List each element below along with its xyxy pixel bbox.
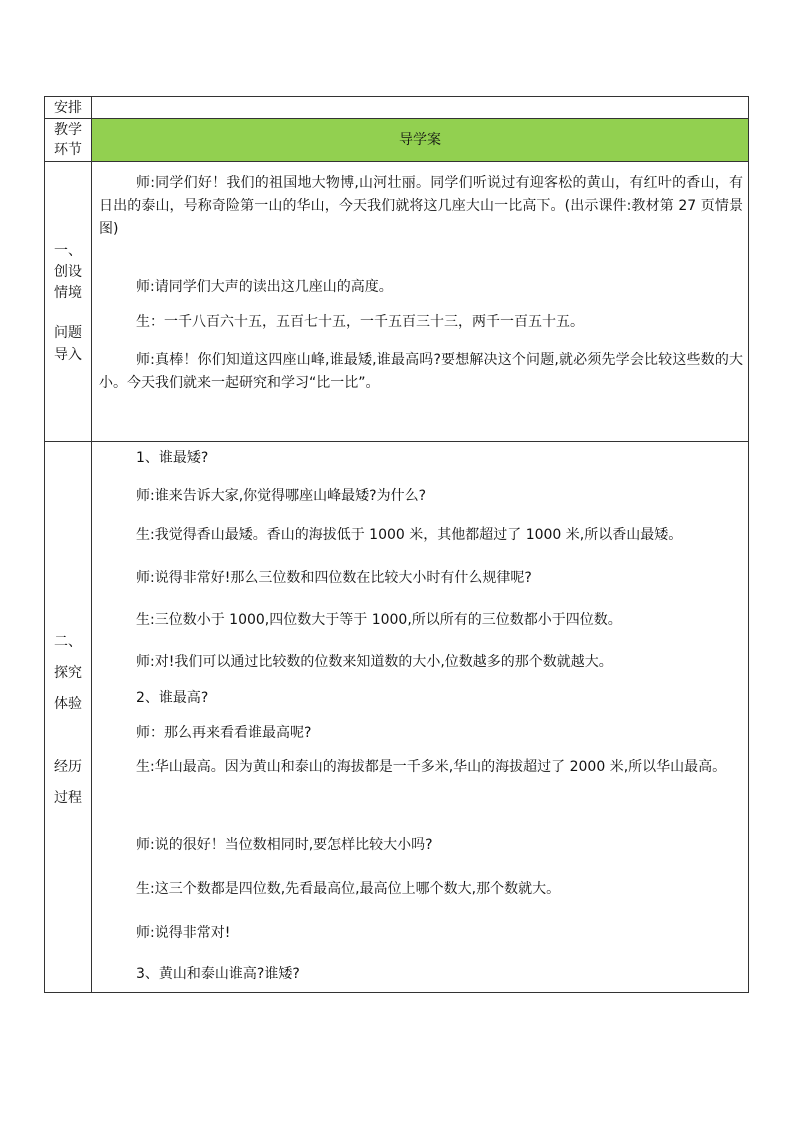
section2-label: 二、: [54, 634, 82, 650]
section2-paragraph: 生:这三个数都是四位数,先看最高位,最高位上哪个数大,那个数就大。: [136, 881, 561, 897]
section1-paragraph: 生：一千八百六十五，五百七十五，一千五百三十三，两千一百五十五。: [136, 314, 584, 330]
section1-label: 情境: [54, 285, 82, 301]
row-divider: [45, 118, 748, 119]
section2-paragraph: 师:对!我们可以通过比较数的位数来知道数的大小,位数越多的那个数就越大。: [136, 654, 613, 670]
section1-paragraph: 师:同学们好！我们的祖国地大物博,山河壮丽。同学们听说过有迎客松的黄山，有红叶的香山，有日出的泰山，号称奇险第一山的华山，今天我们就将这几座大山一比高下。(出示课件:教材第 27 页情景图): [99, 175, 743, 237]
row-divider: [45, 161, 748, 162]
section2-paragraph: 师:说的很好！当位数相同时,要怎样比较大小吗?: [136, 837, 433, 853]
lesson-table: [44, 96, 749, 993]
column-divider: [91, 97, 92, 992]
section2-paragraph: 1、谁最矮?: [136, 450, 209, 466]
section2-paragraph: 生:我觉得香山最矮。香山的海拔低于 1000 米，其他都超过了 1000 米,所以香山最矮。: [136, 527, 683, 543]
section2-paragraph: 师:谁来告诉大家,你觉得哪座山峰最矮?为什么?: [136, 488, 427, 504]
section1-label: 导入: [54, 347, 82, 363]
section1-label: 一、: [54, 243, 82, 259]
section2-paragraph: 生:三位数小于 1000,四位数大于等于 1000,所以所有的三位数都小于四位数。: [136, 612, 622, 628]
section2-paragraph: 师:说得非常对!: [136, 925, 231, 941]
section1-label: 创设: [54, 264, 82, 280]
teaching-stage-label-2: 环节: [54, 142, 82, 158]
section2-label: 探究: [54, 665, 82, 681]
section2-paragraph: 师:说得非常好!那么三位数和四位数在比较大小时有什么规律呢?: [136, 570, 532, 586]
section2-paragraph: 师：那么再来看看谁最高呢?: [136, 725, 312, 741]
section2-label: 过程: [54, 790, 82, 806]
section1-paragraph: 师:真棒！你们知道这四座山峰,谁最矮,谁最高吗?要想解决这个问题,就必须先学会比较这些数的大小。今天我们就来一起研究和学习“比一比”。: [99, 352, 743, 391]
section2-paragraph: 生:华山最高。因为黄山和泰山的海拔都是一千多米,华山的海拔超过了 2000 米,所以华山最高。: [136, 759, 727, 775]
teaching-stage-label-1: 教学: [54, 122, 82, 138]
section2-paragraph: 3、黄山和泰山谁高?谁矮?: [136, 966, 300, 982]
section2-label: 经历: [54, 759, 82, 775]
row-divider: [45, 441, 748, 442]
section2-label: 体验: [54, 696, 82, 712]
header-title: 导学案: [399, 132, 441, 148]
section2-paragraph: 2、谁最高?: [136, 690, 209, 706]
section1-paragraph: 师:请同学们大声的读出这几座山的高度。: [136, 279, 393, 295]
section1-label: 问题: [54, 325, 82, 341]
anpai-label: 安排: [54, 100, 82, 116]
